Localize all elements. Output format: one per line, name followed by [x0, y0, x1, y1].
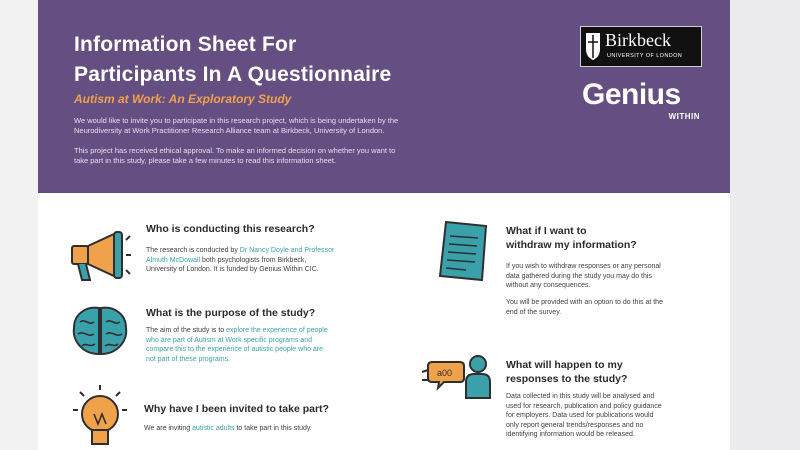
purpose-heading: What is the purpose of the study?	[146, 307, 316, 319]
brain-icon	[68, 304, 132, 358]
withdraw-body-2: You will be provided with an option to do this at the end of the survey.	[506, 299, 663, 316]
responses-body: Data collected in this study will be analysed and used for research, publication and policy guidance for employers. Data used for publications would only report general trends/responses and no identifying information would be released.	[506, 393, 662, 438]
researchers-link-cont[interactable]: Almuth McDowall	[146, 256, 201, 264]
birkbeck-name: Birkbeck	[605, 30, 671, 50]
study-subtitle: Autism at Work: An Exploratory Study	[74, 92, 292, 106]
invited-body: We are inviting autistic adults to take part in this study.	[144, 425, 312, 432]
title-line-2: Participants In A Questionnaire	[74, 63, 392, 86]
withdraw-heading: What if I want to withdraw my information?	[506, 225, 637, 251]
genius-within-logo	[582, 80, 706, 124]
birkbeck-logo	[580, 26, 702, 67]
document-icon	[436, 218, 494, 284]
information-sheet	[38, 0, 730, 450]
birkbeck-crest-icon	[585, 31, 601, 61]
title-line-1: Information Sheet For	[74, 33, 297, 56]
intro-paragraph-2: This project has received ethical approval. To make an informed decision on whether you want to take part in this study, please take a few minutes to read this information sheet.	[74, 146, 396, 165]
header-banner	[38, 0, 730, 193]
lightbulb-icon	[72, 384, 128, 450]
person-speech-bubble-icon	[418, 350, 494, 400]
researchers-link[interactable]: Dr Nancy Doyle and Professor	[239, 247, 335, 254]
invited-heading: Why have I been invited to take part?	[144, 403, 329, 415]
intro-paragraph-1: We would like to invite you to participate in this research project, which is being undertaken by the Neurodiversity at Work Practitioner Research Alliance team at Birkbeck, University of London.	[74, 116, 399, 135]
left-margin	[0, 0, 38, 450]
birkbeck-subtitle: UNIVERSITY OF LONDON	[607, 53, 683, 59]
genius-within-label: WITHIN	[668, 112, 700, 121]
megaphone-icon	[68, 228, 132, 282]
page-title	[74, 30, 391, 90]
genius-wordmark: Genius	[582, 78, 681, 111]
withdraw-body-1: If you wish to withdraw responses or any personal data gathered during the study you may do this without any consequences.	[506, 263, 661, 289]
who-heading: Who is conducting this research?	[146, 223, 315, 235]
who-body: The research is conducted by Dr Nancy Doyle and Professor Almuth McDowall both psychologists from Birkbeck, University of London. It is funded by Genius Within CIC.	[146, 247, 335, 273]
right-margin	[730, 0, 800, 450]
responses-heading: What will happen to my responses to the study?	[506, 359, 628, 385]
svg-text:a00: a00	[437, 368, 453, 378]
purpose-body: The aim of the study is to explore the experience of people who are part of Autism at Work specific programs and compare this to the experience of autistic people who are not part of these programs.	[146, 327, 328, 363]
